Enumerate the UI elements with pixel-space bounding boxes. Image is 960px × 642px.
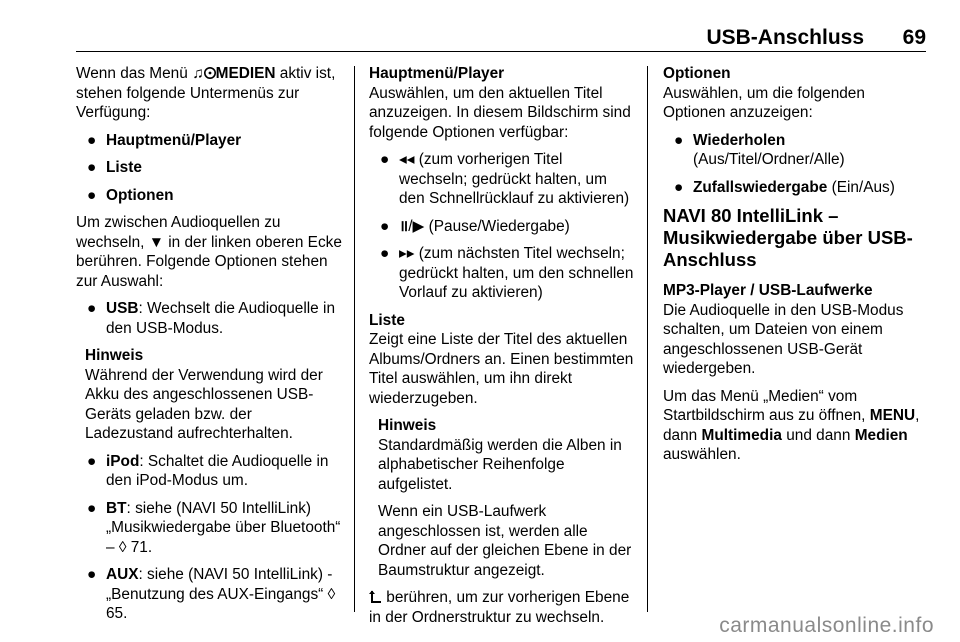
page-header (76, 26, 926, 50)
rewind-icon: ◂◂ (399, 151, 415, 168)
list-item-pause: ● ॥/▶ (Pause/Wiedergabe) (380, 217, 570, 235)
list-item-prev: ● ◂◂ (zum vorherigen Titel wechseln; gedrückt halten, um den Schnellrücklauf zu aktivieren) (380, 151, 630, 207)
list-item-aux: ● AUX: siehe (NAVI 50 IntelliLink) - „Benutzung des AUX-Eingangs“ ◊ 65. (87, 566, 336, 622)
list-item-shuffle: ● Zufallswiedergabe (Ein/Aus) (674, 178, 895, 196)
note: Hinweis Während der Verwendung wird der Akku des angeschlossenen USB-Geräts geladen bzw. der Ladezustand aufrechterhalten. (85, 347, 323, 442)
paragraph: Um zwischen Audioquellen zu wechseln, ▼ in der linken oberen Ecke berühren. Folgende Optionen stehen zur Auswahl: (76, 214, 342, 290)
column-1 (76, 64, 344, 632)
list-item-bt: ● BT: siehe (NAVI 50 IntelliLink) „Musikwiedergabe über Bluetooth“ – ◊ 71. (87, 499, 341, 556)
list-item: ● Optionen (87, 186, 174, 204)
subheading-options: Optionen (663, 65, 731, 82)
page-ref-icon: ◊ (118, 538, 127, 556)
pause-play-icon: ॥/▶ (399, 217, 425, 235)
back-paragraph: berühren, um zur vorherigen Ebene in der Ordnerstruktur zu wechseln. (369, 589, 630, 626)
column-divider-1 (354, 66, 355, 612)
column-divider-2 (647, 66, 648, 612)
list-item: ● Hauptmenü/Player (87, 131, 242, 149)
list-item-next: ● ▸▸ (zum nächsten Titel wechseln; gedrückt halten, um den schnellen Vorlauf zu aktivieren) (380, 245, 634, 301)
section-title: NAVI 80 IntelliLink – Musikwiedergabe über USB-Anschluss (663, 205, 913, 270)
list-item: ● Liste (87, 159, 142, 176)
subheading-main-menu: Hauptmenü/Player (369, 65, 505, 82)
watermark: carmanualsonline.info (719, 614, 934, 637)
music-note-icon: ♫ (192, 65, 204, 82)
column-2: Hauptmenü/Player Auswählen, um den aktuellen Titel anzuzeigen. In diesem Bildschirm sind folgende Optionen verfügbar: ● ◂◂ (zum vorherigen Titel wechseln; gedrückt halten, um den Schnellrücklauf zu aktivieren) ● ॥/▶ (Pause/Wiedergabe) ● ▸▸ (zum nächsten Titel wechseln; gedrückt halten, um den schnellen Vorlauf zu aktivieren) Liste Zeigt eine Liste der Titel des aktuellen Albums/Ordners an. Einen bestimmten Titel auswählen, um ihn direkt wiederzugeben. Hinweis Standardmäßig werden die Alben in alphabetischer Reihenfolge aufgelistet. Wenn ein USB-Laufwerk angeschlossen ist, werden alle Ordner auf der gleichen Ebene in der Baumstruktur angezeigt. berühren, um zur vorherigen Ebene in der Ordnerstruktur zu wechseln. (369, 65, 634, 626)
list-item-ipod: ● iPod: Schaltet die Audioquelle in den iPod-Modus um. (87, 452, 329, 489)
column-3: Optionen Auswählen, um die folgenden Optionen anzuzeigen: ● Wiederholen (Aus/Titel/Ordner/Alle) ● Zufallswiedergabe (Ein/Aus) NAVI 80 IntelliLink – Musikwiedergabe über USB-Anschluss MP3-Player / USB-Laufwerke Die Audioquelle in den USB-Modus schalten, um Dateien von einem angeschlossenen USB-Gerät wiedergeben. Um das Menü „Medien“ vom Startbildschirm aus zu öffnen, MENU, dann Multimedia und dann Medien auswählen. (663, 64, 929, 473)
note: Hinweis Standardmäßig werden die Alben in alphabetischer Reihenfolge aufgelistet. Wenn ein USB-Laufwerk angeschlossen ist, werden alle Ordner auf der gleichen Ebene in der Baumstruktur angezeigt. (378, 417, 632, 579)
forward-icon: ▸▸ (399, 245, 415, 262)
menu-instruction: Um das Menü „Medien“ vom Startbildschirm aus zu öffnen, MENU, dann Multimedia und dann Medien auswählen. (663, 387, 920, 463)
page-ref-icon: ◊ (327, 585, 336, 603)
list-item-repeat: ● Wiederholen (Aus/Titel/Ordner/Alle) (674, 131, 845, 168)
header-divider (76, 51, 926, 52)
subheading-mp3: MP3-Player / USB-Laufwerke (663, 282, 873, 299)
intro-paragraph: Wenn das Menü ♫ MEDIEN aktiv ist, stehen folgende Untermenüs zur Verfügung: (76, 65, 336, 121)
back-arrow-icon (369, 588, 382, 608)
page-title: USB-Anschluss (706, 26, 864, 49)
disc-icon (204, 64, 216, 84)
subheading-list: Liste (369, 311, 405, 329)
page-number: 69 (902, 26, 926, 49)
list-item-usb: ● USB: Wechselt die Audioquelle in den USB-Modus. (87, 300, 336, 337)
